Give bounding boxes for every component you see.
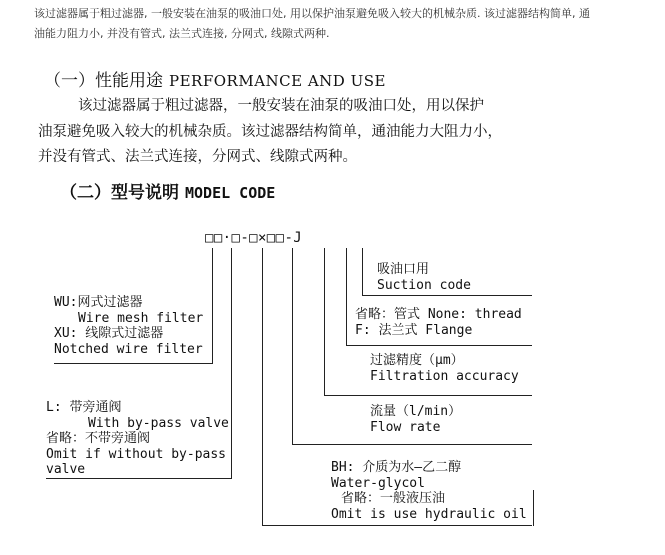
label-precision-cn: 过滤精度（μm）	[370, 353, 464, 368]
leader-medium-v	[262, 248, 263, 526]
leader-flow-h	[292, 444, 532, 445]
intro-paragraph	[34, 4, 644, 44]
leader-filter-type-v	[212, 248, 213, 364]
leader-connection-v	[346, 248, 347, 346]
label-suction-en: Suction code	[377, 277, 471, 293]
intro-line-1: 该过滤器属于粗过滤器, 一般安装在油泵的吸油口处, 用以保护油泵避免吸入较大的机械杂质. 该过滤器结构简单, 通	[34, 7, 590, 20]
label-suction-cn: 吸油口用	[377, 262, 430, 277]
section-2-title-cn: （二）型号说明	[60, 183, 179, 203]
leader-flow-v	[292, 248, 293, 445]
section-1-line-3: 并没有管式、法兰式连接，分网式、线隙式两种。	[38, 149, 357, 165]
leader-filter-type-h	[54, 363, 213, 364]
section-1-title-cn: （一）性能用途	[44, 71, 163, 91]
leader-connection-h	[346, 345, 532, 346]
label-connection-flange: F: 法兰式 Flange	[355, 322, 473, 338]
label-flow	[370, 404, 461, 435]
leader-medium-h	[262, 525, 532, 526]
section-1-title-en: PERFORMANCE AND USE	[169, 72, 386, 90]
label-bypass-valve: valve	[46, 462, 86, 477]
label-bypass-omit-cn: 省略：不带旁通阀	[46, 431, 151, 446]
label-filter-type	[54, 295, 203, 357]
leader-bypass-h	[46, 478, 232, 479]
leader-precision-h	[324, 395, 532, 396]
leader-bypass-v	[231, 248, 232, 479]
label-medium	[331, 460, 527, 522]
label-xu: XU: 线隙式过滤器	[54, 326, 164, 341]
label-medium-omit-cn: 省略：一般液压油	[341, 491, 446, 506]
section-1-line-2: 油泵避免吸入较大的机械杂质。该过滤器结构简单，通油能力大阻力小，	[38, 123, 502, 140]
label-medium-omit-en: Omit is use hydraulic oil	[331, 506, 527, 522]
label-suction	[377, 262, 471, 293]
leader-medium-edge	[533, 490, 534, 526]
label-notched-wire: Notched wire filter	[54, 341, 203, 357]
label-bypass-with: With by-pass valve	[88, 415, 229, 431]
model-code: □□·□-□×□□-J	[205, 230, 303, 246]
intro-line-2: 油能力阻力小, 并没有管式, 法兰式连接, 分网式, 线隙式两种.	[34, 27, 330, 40]
label-bypass-l: L: 带旁通阀	[46, 400, 122, 415]
section-1-paragraph	[38, 94, 558, 171]
label-flow-cn: 流量（l/min）	[370, 404, 462, 419]
label-wu: WU:网式过滤器	[54, 295, 143, 310]
label-bypass	[46, 400, 229, 478]
label-connection-none: 省略：管式 None: thread	[355, 307, 522, 322]
section-2-heading	[60, 178, 275, 203]
label-flow-en: Flow rate	[370, 419, 441, 435]
label-medium-water-glycol: Water-glycol	[331, 475, 425, 491]
leader-precision-v	[324, 248, 325, 396]
label-precision-en: Filtration accuracy	[370, 368, 519, 384]
section-1-line-1: 该过滤器属于粗过滤器，一般安装在油泵的吸油口处，用以保护	[78, 98, 484, 114]
label-bypass-omit-en: Omit if without by-pass	[46, 446, 227, 462]
leader-suction-h	[362, 295, 532, 296]
section-1-heading	[44, 66, 386, 91]
label-precision	[370, 353, 519, 384]
leader-suction-v	[362, 248, 363, 296]
label-connection	[355, 307, 522, 338]
section-2-title-en: MODEL CODE	[185, 184, 276, 202]
label-medium-bh: BH: 介质为水—乙二醇	[331, 460, 462, 475]
label-wire-mesh: Wire mesh filter	[78, 310, 204, 326]
